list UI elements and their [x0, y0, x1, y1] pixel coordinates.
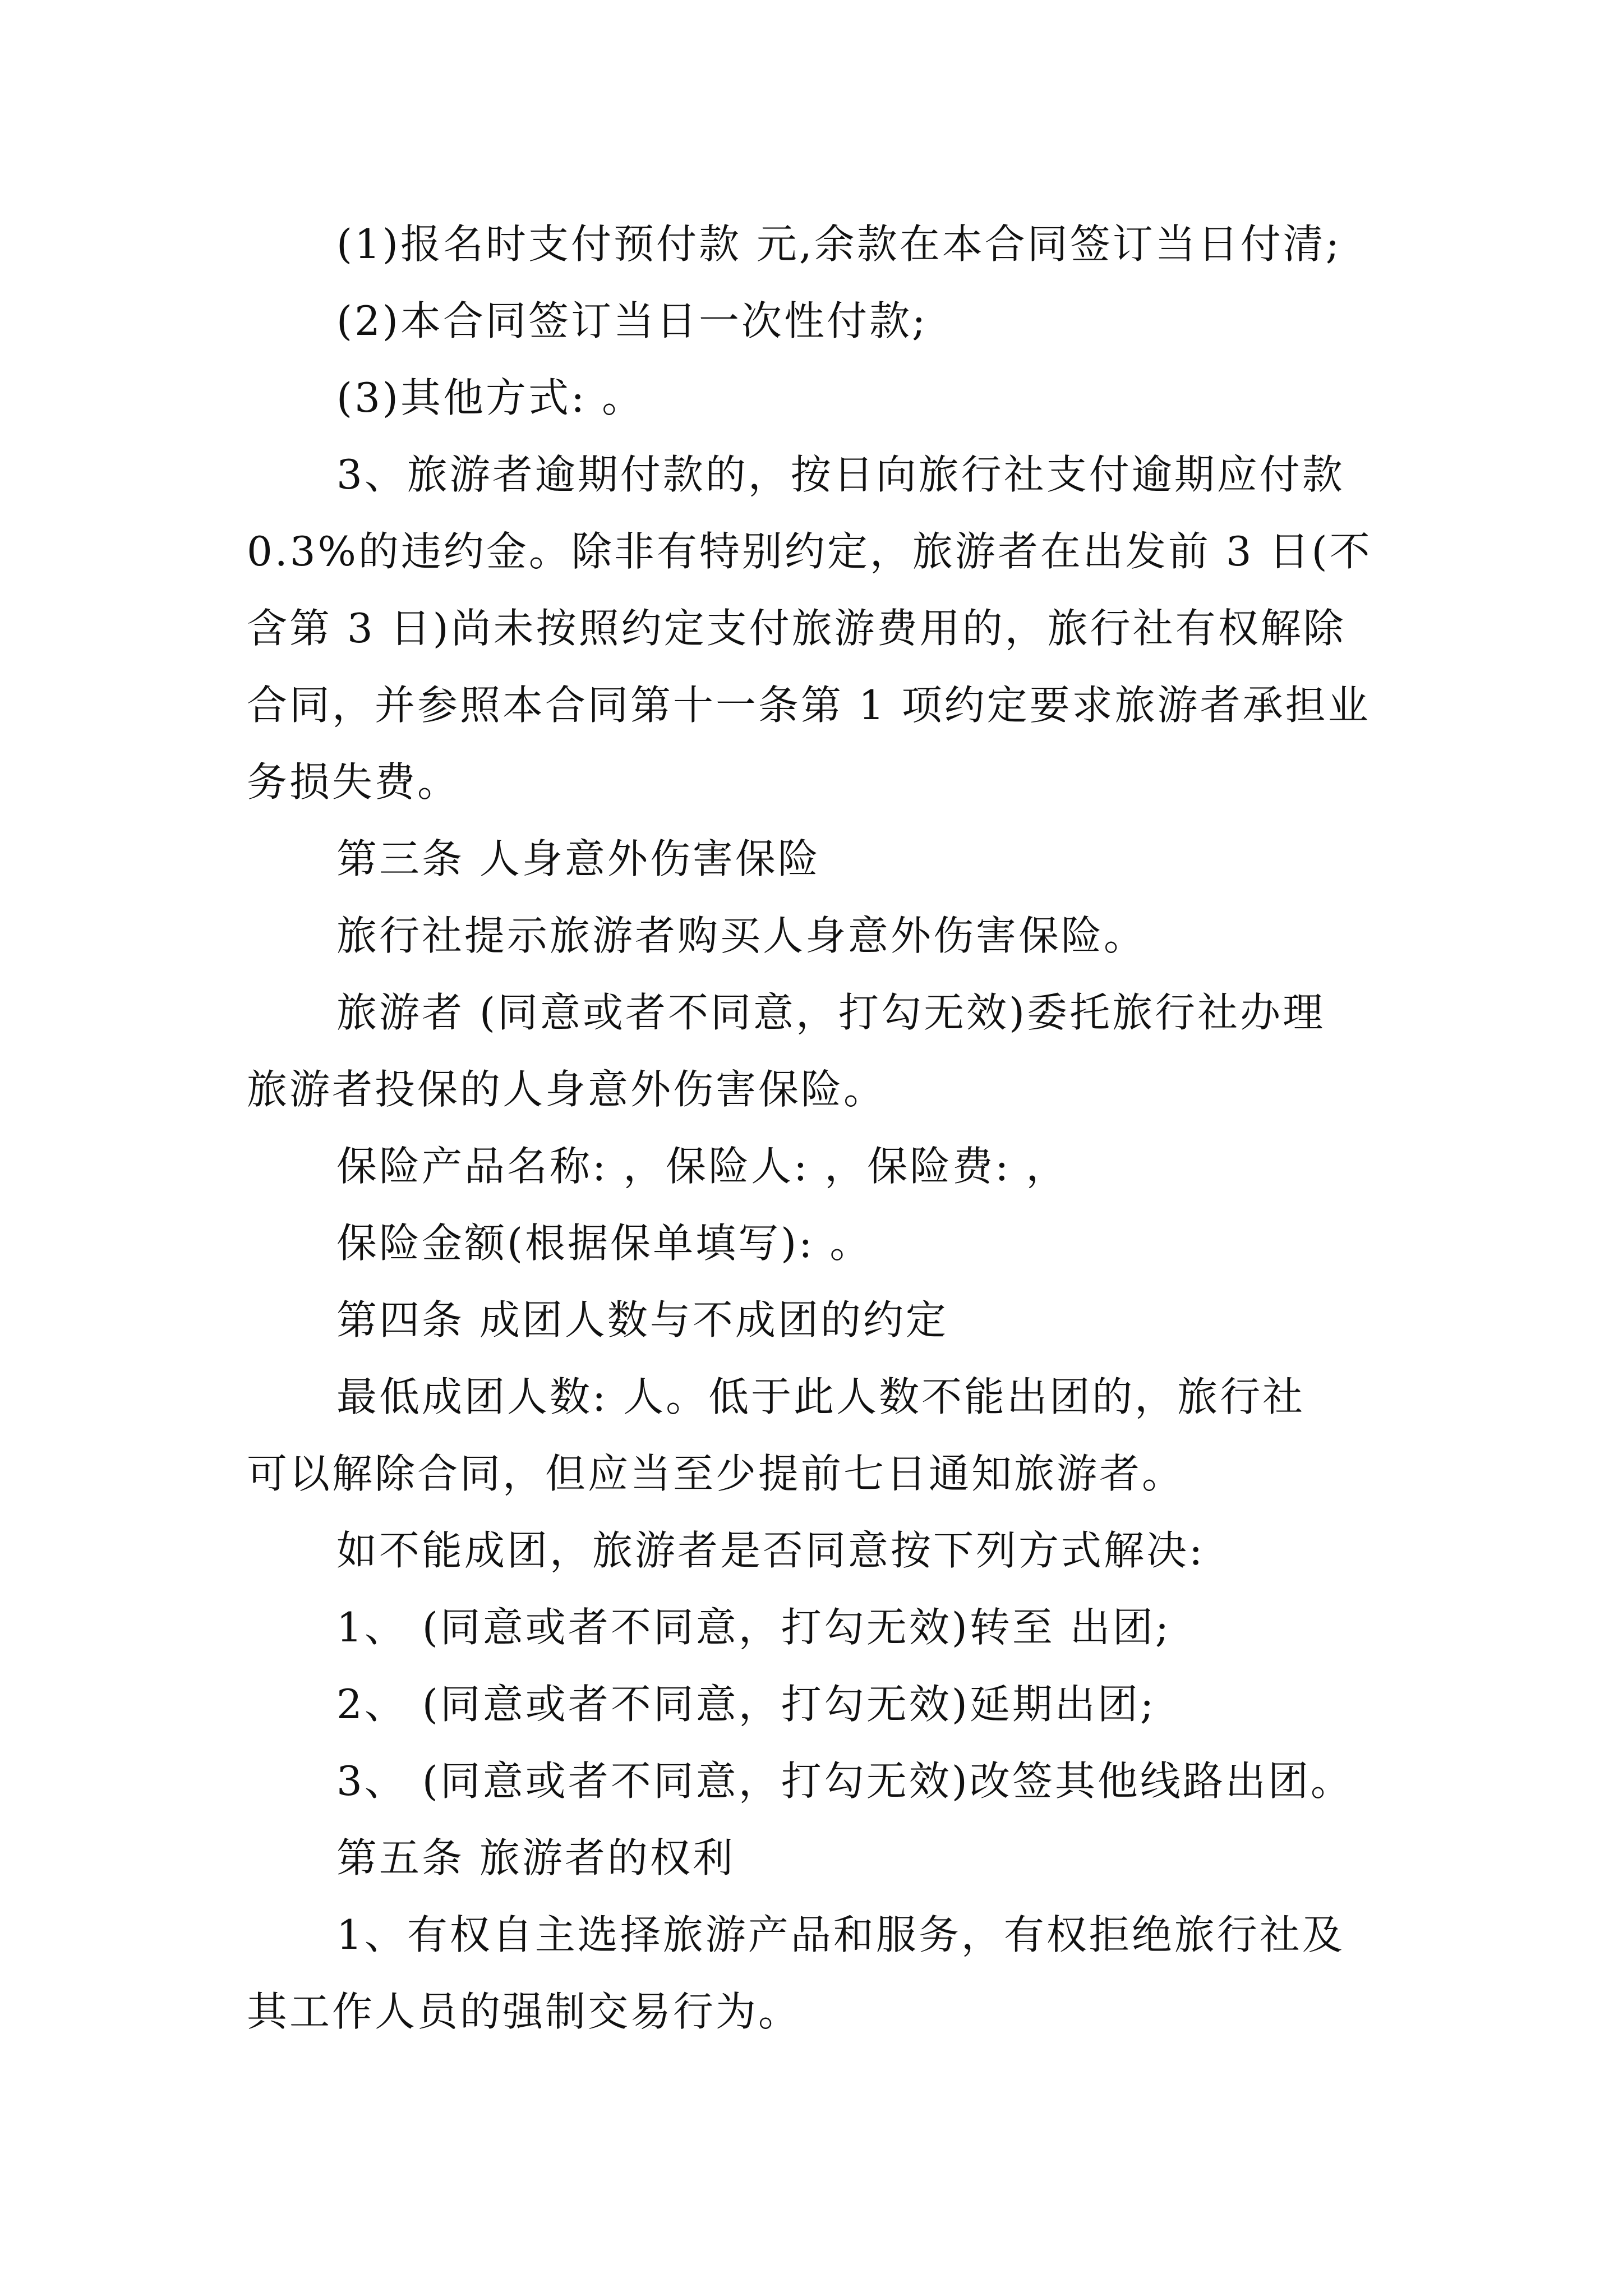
text-line: 保险产品名称: ，保险人: ，保险费: ，	[336, 1143, 1069, 1190]
text-line: (2)本合同签订当日一次性付款;	[336, 297, 928, 344]
text-line: 务损失费。	[247, 758, 460, 806]
text-line: 合同，并参照本合同第十一条第 1 项约定要求旅游者承担业	[247, 682, 1371, 729]
text-line: 旅游者投保的人身意外伤害保险。	[247, 1066, 887, 1113]
section-heading: 第五条 旅游者的权利	[336, 1834, 735, 1881]
text-line: 旅行社提示旅游者购买人身意外伤害保险。	[336, 912, 1147, 959]
text-line: 如不能成团，旅游者是否同意按下列方式解决:	[336, 1527, 1205, 1574]
section-heading: 第三条 人身意外伤害保险	[336, 835, 820, 882]
text-line: 2、 (同意或者不同意，打勾无效)延期出团;	[336, 1681, 1156, 1728]
text-line: 最低成团人数: 人。低于此人数不能出团的，旅行社	[336, 1373, 1306, 1420]
text-line: 1、 (同意或者不同意，打勾无效)转至 出团;	[336, 1604, 1172, 1651]
text-line: 保险金额(根据保单填写): 。	[336, 1220, 873, 1267]
text-line: 含第 3 日)尚未按照约定支付旅游费用的，旅行社有权解除	[247, 605, 1346, 652]
text-line: 3、 (同意或者不同意，打勾无效)改签其他线路出团。	[336, 1757, 1353, 1805]
section-heading: 第四条 成团人数与不成团的约定	[336, 1296, 948, 1343]
text-line: 1、有权自主选择旅游产品和服务，有权拒绝旅行社及	[336, 1911, 1345, 1958]
text-line: 旅游者 (同意或者不同意，打勾无效)委托旅行社办理	[336, 989, 1326, 1036]
text-line: (3)其他方式: 。	[336, 374, 645, 421]
text-line: (1)报名时支付预付款 元,余款在本合同签订当日付清;	[336, 220, 1342, 268]
text-line: 可以解除合同，但应当至少提前七日通知旅游者。	[247, 1450, 1185, 1497]
text-line: 3、旅游者逾期付款的，按日向旅行社支付逾期应付款	[336, 451, 1345, 498]
text-line: 其工作人员的强制交易行为。	[247, 1988, 801, 2035]
text-line: 0.3%的违约金。除非有特别约定，旅游者在出发前 3 日(不	[247, 528, 1372, 575]
